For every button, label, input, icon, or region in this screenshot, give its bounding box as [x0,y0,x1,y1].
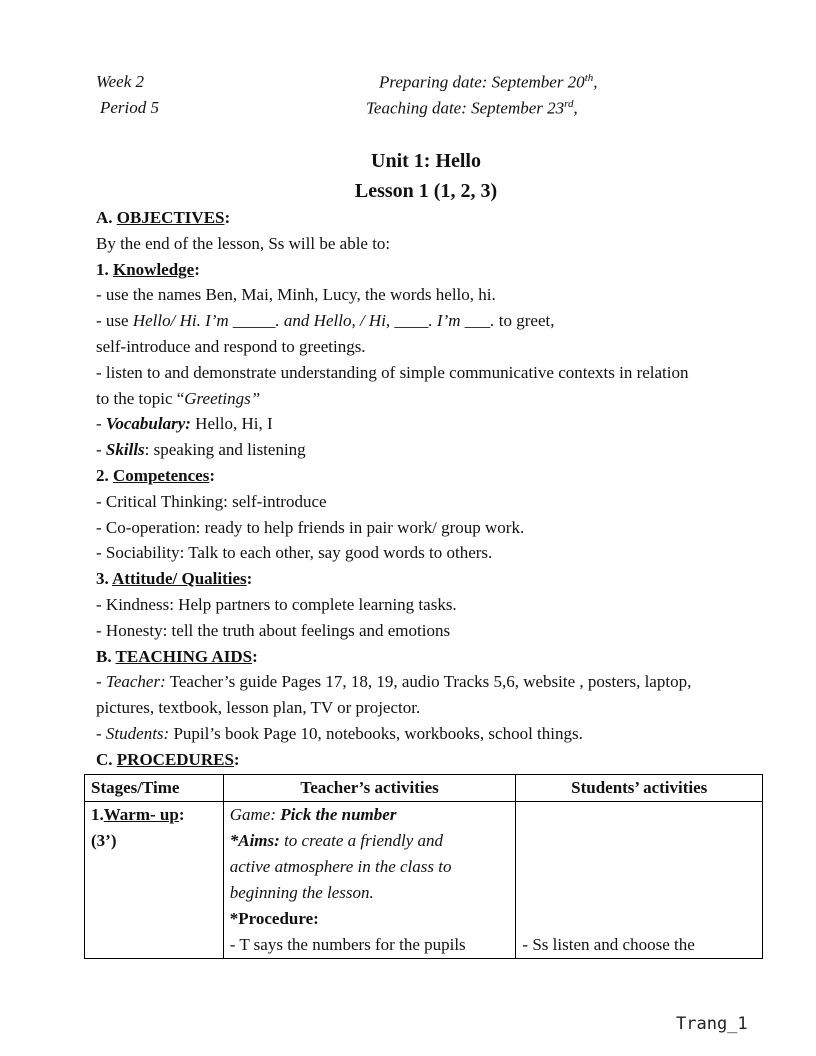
knowledge-item-3: - listen to and demonstrate understanding of simple communicative contexts in relation [96,362,689,382]
procedures-table [84,774,763,959]
objectives-heading: A. OBJECTIVES: [96,208,231,227]
game-line: Game: Pick the number [229,805,397,824]
column-header-stages: Stages/Time [85,775,224,802]
aims-line: *Aims: to create a friendly and [229,831,444,850]
knowledge-item-3-cont: to the topic “Greetings” [96,388,261,408]
competence-item-2: - Co-operation: ready to help friends in pair work/ group work. [96,517,525,537]
column-header-students: Students’ activities [516,775,763,802]
week-label: Week 2 [96,72,144,91]
knowledge-heading: 1. Knowledge: [96,259,200,279]
column-header-teacher: Teacher’s activities [223,775,516,802]
competence-item-1: - Critical Thinking: self-introduce [96,491,327,511]
aims-line-3: beginning the lesson. [229,883,374,902]
student-step: - Ss listen and choose the [522,935,695,954]
preparing-date: Preparing date: September 20th, [379,72,598,92]
knowledge-item-2: - use Hello/ Hi. I’m _____. and Hello, / Hi, ____. I’m ___. to greet, [96,311,555,331]
teaching-date: Teaching date: September 23rd, [366,98,578,118]
teacher-step: - T says the numbers for the pupils [229,935,466,954]
aims-line-2: active atmosphere in the class to [229,857,452,876]
attitude-item-1: - Kindness: Help partners to complete learning tasks. [96,594,457,614]
objectives-intro: By the end of the lesson, Ss will be able to: [96,233,391,253]
lesson-title: Lesson 1 (1, 2, 3) [354,180,498,202]
knowledge-item-2-cont: self-introduce and respond to greetings. [96,336,366,356]
period-label: Period 5 [100,98,160,117]
page-number: Trang_1 [676,1014,748,1034]
procedures-heading: C. PROCEDURES: [96,749,240,769]
attitude-item-2: - Honesty: tell the truth about feelings and emotions [96,620,451,640]
student-activity-cell [516,802,763,959]
student-aids: - Students: Pupil’s book Page 10, notebooks, workbooks, school things. [96,723,583,743]
knowledge-item-1: - use the names Ben, Mai, Minh, Lucy, the words hello, hi. [96,285,496,305]
teacher-aids-cont: pictures, textbook, lesson plan, TV or projector. [96,698,421,718]
stage-name: 1.Warm- up: [91,805,185,824]
stage-cell [85,802,224,959]
attitude-heading: 3. Attitude/ Qualities: [96,569,253,589]
table-header-row [85,775,763,802]
unit-title: Unit 1: Hello [371,150,481,172]
teacher-aids: - Teacher: Teacher’s guide Pages 17, 18, 19, audio Tracks 5,6, website , posters, laptop, [96,672,692,692]
competence-item-3: - Sociability: Talk to each other, say good words to others. [96,543,493,563]
procedure-label: *Procedure: [229,909,319,928]
teacher-activity-cell [223,802,516,959]
vocabulary-line: - Vocabulary: Hello, Hi, I [96,414,273,434]
teaching-aids-heading: B. TEACHING AIDS: [96,646,258,666]
stage-time: (3’) [91,831,117,850]
competences-heading: 2. Competences: [96,465,215,485]
lesson-body [96,205,766,773]
table-row [85,802,763,959]
skills-line: - Skills: speaking and listening [96,440,306,460]
